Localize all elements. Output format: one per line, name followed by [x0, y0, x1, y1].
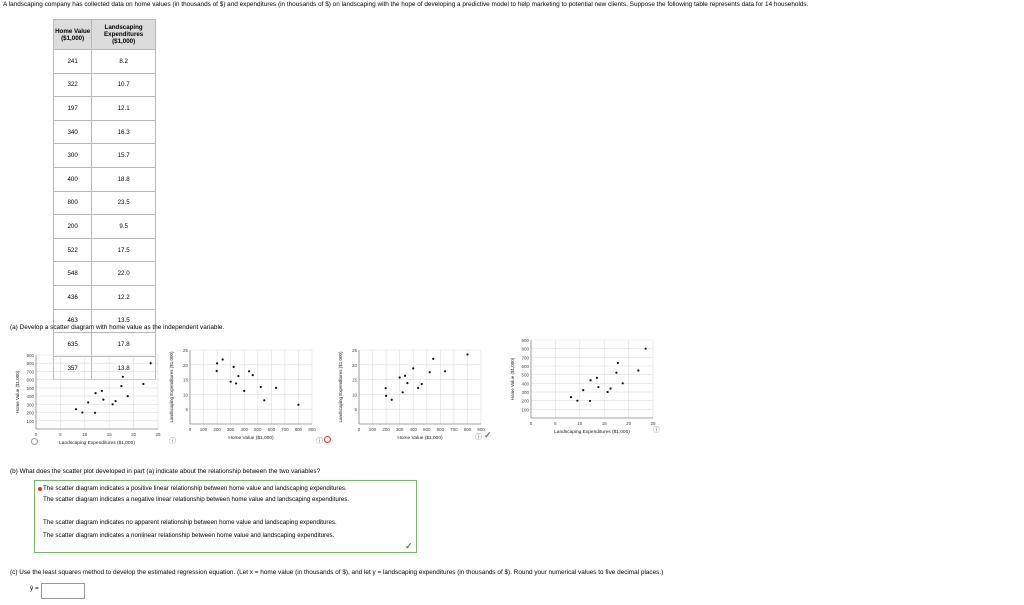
scatter-option-1[interactable] [10, 345, 175, 445]
scatter-option-2[interactable] [168, 340, 328, 445]
x-tick-label: 5 [554, 421, 557, 426]
home-value-cell: 400 [54, 167, 92, 191]
x-tick-label: 600 [436, 427, 445, 432]
y-tick-label: 100 [26, 418, 34, 424]
data-point [248, 370, 250, 372]
table-row [54, 97, 156, 121]
data-point [112, 403, 114, 405]
y-tick-label: 300 [26, 402, 34, 408]
data-point [385, 395, 387, 397]
landscaping-cell: 17.8 [92, 333, 156, 357]
x-tick-label: 400 [409, 427, 417, 432]
option-1[interactable]: The scatter diagram indicates a positive linear relationship between home value and landscaping expenditures. [39, 485, 413, 493]
table-row [54, 167, 156, 191]
data-point [615, 372, 617, 374]
x-tick-label: 900 [308, 427, 316, 432]
data-point [81, 411, 83, 413]
y-tick-label: 800 [26, 361, 34, 367]
x-tick-label: 500 [254, 427, 262, 432]
table-row [54, 50, 156, 74]
data-point [637, 369, 639, 371]
y-tick-label: 10 [351, 392, 357, 398]
home-value-cell: 340 [54, 120, 92, 144]
x-tick-label: 15 [106, 432, 112, 437]
x-tick-label: 800 [463, 427, 472, 432]
data-point [94, 392, 96, 394]
data-point [230, 381, 232, 383]
data-point [412, 367, 414, 369]
table-row [54, 285, 156, 309]
home-value-cell: 436 [54, 285, 92, 309]
data-point [101, 390, 103, 392]
y-tick-label: 400 [521, 381, 529, 387]
x-tick-label: 100 [199, 427, 208, 432]
data-point [222, 358, 224, 360]
scatter-option-4[interactable] [505, 335, 665, 445]
x-tick-label: 900 [477, 427, 485, 432]
y-tick-label: 10 [182, 392, 188, 398]
data-point [260, 386, 262, 388]
y-tick-label: 100 [521, 407, 529, 413]
y-tick-label: 25 [182, 348, 188, 353]
y-tick-label: 20 [182, 362, 188, 368]
x-axis-label: Home Value ($1,000) [397, 436, 443, 441]
data-point [404, 375, 406, 377]
x-tick-label: 25 [650, 421, 656, 426]
table-row [54, 144, 156, 168]
data-point [102, 399, 104, 401]
data-point [142, 383, 144, 385]
x-tick-label: 300 [395, 427, 404, 432]
scatter-option-3[interactable] [337, 340, 497, 445]
landscaping-cell: 12.2 [92, 285, 156, 309]
y-tick-label: 900 [521, 338, 529, 343]
x-tick-label: 0 [357, 427, 361, 432]
data-point [429, 371, 431, 373]
x-tick-label: 20 [626, 421, 632, 426]
x-tick-label: 5 [59, 432, 62, 437]
data-point [645, 348, 647, 350]
y-tick-label: 20 [351, 362, 357, 368]
y-tick-label: 15 [351, 377, 357, 383]
x-tick-label: 700 [281, 427, 289, 432]
y-axis-label: Landscaping Expenditures ($1,000) [169, 351, 174, 423]
part-c-prompt: (c) Use the least squares method to develop the estimated regression equation. (Let x = home value (in thousands of $), and let y = landscaping expenditures (in thousands of $). Round your numerical values to five decimal places.) [10, 569, 664, 576]
header-landscaping: Landscaping Expenditures ($1,000) [92, 20, 156, 50]
x-tick-label: 10 [82, 432, 88, 437]
home-value-cell: 357 [54, 356, 92, 380]
part-b-prompt: (b) What does the scatter plot developed in part (a) indicate about the relationship between the two variables? [10, 468, 321, 475]
home-value-cell: 635 [54, 333, 92, 357]
y-axis-label: Landscaping Expenditures ($1,000) [338, 351, 343, 423]
y-tick-label: 700 [521, 355, 529, 361]
home-value-cell: 322 [54, 73, 92, 97]
data-point [235, 382, 237, 384]
data-point [421, 383, 423, 385]
home-value-cell: 463 [54, 309, 92, 333]
option-4[interactable]: The scatter diagram indicates a nonlinear relationship between home value and landscaping expenditures. [43, 532, 335, 539]
y-tick-label: 25 [351, 348, 357, 353]
x-axis-label: Landscaping Expenditures ($1,000) [59, 441, 135, 445]
data-point [391, 399, 393, 401]
plot1-radio[interactable] [31, 438, 38, 445]
option-3[interactable]: The scatter diagram indicates no apparent relationship between home value and landscaping expenditures. [43, 519, 337, 526]
yhat-input[interactable] [41, 583, 85, 599]
landscaping-cell: 16.3 [92, 120, 156, 144]
x-tick-label: 25 [155, 432, 161, 437]
data-point [87, 401, 89, 403]
table-row [54, 120, 156, 144]
data-point [589, 400, 591, 402]
y-tick-label: 800 [521, 346, 529, 352]
header-home-value: Home Value ($1,000) [54, 20, 92, 50]
x-tick-label: 100 [368, 427, 377, 432]
table-row [54, 262, 156, 286]
y-axis-label: Home Value ($1,000) [510, 357, 515, 401]
home-value-cell: 300 [54, 144, 92, 168]
home-value-cell: 800 [54, 191, 92, 215]
data-point [597, 386, 599, 388]
correct-check-icon: ✓ [405, 541, 413, 551]
data-point [114, 400, 116, 402]
data-point [589, 379, 591, 381]
x-tick-label: 10 [577, 421, 583, 426]
data-point [406, 382, 408, 384]
y-tick-label: 200 [26, 410, 34, 416]
landscaping-cell: 22.0 [92, 262, 156, 286]
x-tick-label: 500 [423, 427, 431, 432]
y-tick-label: 300 [521, 390, 529, 395]
data-point [607, 391, 609, 393]
data-point [576, 400, 578, 402]
data-point [466, 353, 468, 355]
data-point [617, 362, 619, 364]
landscaping-cell: 17.5 [92, 238, 156, 262]
data-point [263, 399, 265, 401]
y-tick-label: 900 [26, 353, 34, 358]
y-tick-label: 200 [521, 398, 529, 404]
part-a-prompt: (a) Develop a scatter diagram with home value as the independent variable. [10, 324, 225, 331]
table-row [54, 215, 156, 239]
x-tick-label: 20 [131, 432, 137, 437]
x-tick-label: 0 [188, 427, 192, 432]
data-point [216, 362, 218, 364]
data-point [233, 366, 235, 368]
home-value-cell: 522 [54, 238, 92, 262]
info-icon[interactable]: ⓘ [475, 434, 482, 441]
landscaping-cell: 12.1 [92, 97, 156, 121]
y-tick-label: 5 [354, 407, 357, 413]
x-tick-label: 800 [294, 427, 303, 432]
x-tick-label: 300 [226, 427, 235, 432]
data-point [609, 387, 611, 389]
y-tick-label: 600 [521, 364, 529, 369]
home-value-cell: 548 [54, 262, 92, 286]
y-tick-label: 500 [521, 372, 529, 378]
y-tick-label: 5 [185, 407, 188, 413]
data-point [122, 376, 124, 378]
x-tick-label: 200 [213, 427, 221, 432]
x-axis-label: Home Value ($1,000) [228, 436, 274, 441]
data-point [120, 385, 122, 387]
landscaping-cell: 18.8 [92, 167, 156, 191]
x-tick-label: 600 [267, 427, 276, 432]
x-tick-label: 700 [450, 427, 458, 432]
info-icon[interactable]: ⓘ [653, 427, 660, 434]
data-point [385, 387, 387, 389]
option-2[interactable]: The scatter diagram indicates a negative linear relationship between home value and landscaping expenditures. [43, 496, 350, 503]
home-value-cell: 200 [54, 215, 92, 239]
table-row [54, 238, 156, 262]
info-icon[interactable]: ⓘ [316, 438, 323, 445]
data-point [127, 395, 129, 397]
x-tick-label: 400 [240, 427, 248, 432]
table-row [54, 191, 156, 215]
landscaping-cell: 8.2 [92, 50, 156, 74]
yhat-label: ŷ = [30, 585, 39, 592]
data-point [432, 358, 434, 360]
plot3-radio[interactable] [324, 436, 331, 443]
data-point [570, 396, 572, 398]
x-axis-label: Landscaping Expenditures ($1,000) [554, 430, 630, 435]
data-point [582, 389, 584, 391]
problem-intro: A landscaping company has collected data on home values (in thousands of $) and expenditures (in thousands of $) on landscaping with the hope of developing a predictive model to help marketing to potential new clients. Suppose the following table represents data for 14 households. [3, 1, 809, 8]
info-icon[interactable]: ⓘ [169, 438, 176, 445]
data-point [417, 387, 419, 389]
data-point [596, 377, 598, 379]
y-tick-label: 400 [26, 394, 34, 400]
y-tick-label: 15 [182, 377, 188, 383]
data-point [275, 387, 277, 389]
landscaping-cell: 15.7 [92, 144, 156, 168]
selected-radio-icon [38, 487, 42, 491]
landscaping-cell: 13.8 [92, 356, 156, 380]
data-point [75, 408, 77, 410]
data-point [444, 370, 446, 372]
data-point [399, 376, 401, 378]
y-axis-label: Home Value ($1,000) [15, 370, 20, 414]
landscaping-cell: 10.7 [92, 73, 156, 97]
y-tick-label: 700 [26, 369, 34, 375]
data-point [243, 390, 245, 392]
correct-check-icon: ✓ [484, 430, 492, 440]
x-tick-label: 0 [529, 421, 533, 426]
data-point [216, 370, 218, 372]
landscaping-cell: 9.5 [92, 215, 156, 239]
home-value-cell: 197 [54, 97, 92, 121]
data-point [94, 412, 96, 414]
table-row [54, 73, 156, 97]
x-tick-label: 200 [382, 427, 390, 432]
landscaping-cell: 13.5 [92, 309, 156, 333]
part-b-answer-box [34, 480, 417, 553]
x-tick-label: 15 [601, 421, 607, 426]
landscaping-cell: 23.5 [92, 191, 156, 215]
data-point [150, 362, 152, 364]
data-point [402, 391, 404, 393]
data-point [297, 404, 299, 406]
data-point [252, 374, 254, 376]
home-value-cell: 241 [54, 50, 92, 74]
y-tick-label: 600 [26, 377, 34, 383]
data-point [237, 375, 239, 377]
x-tick-label: 0 [34, 432, 38, 437]
data-point [622, 382, 624, 384]
y-tick-label: 500 [26, 385, 34, 391]
